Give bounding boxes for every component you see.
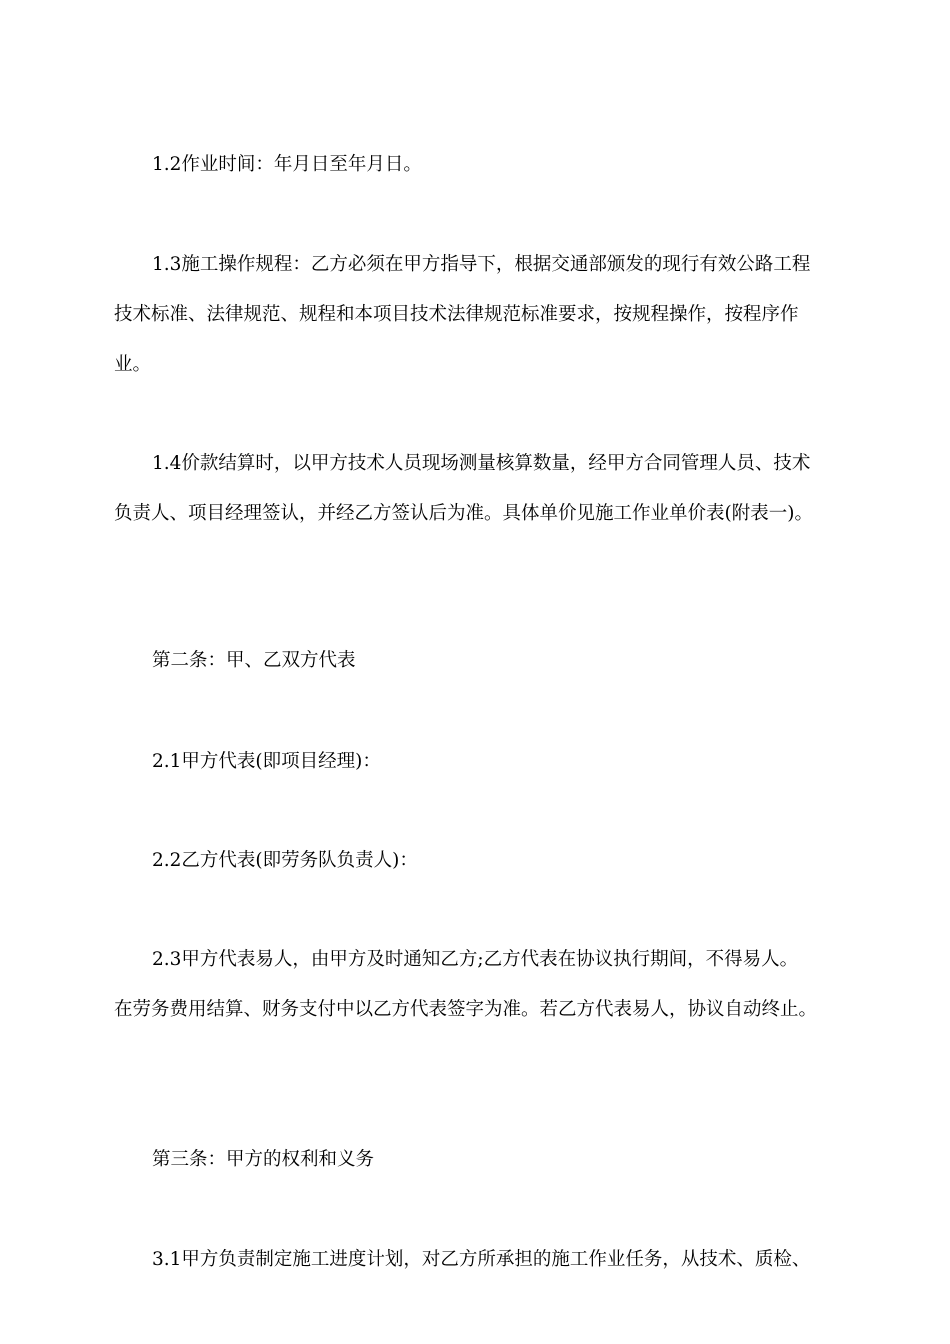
clause-3-1 bbox=[114, 1235, 844, 1285]
clause-2-3-line-2: 在劳务费用结算、财务支付中以乙方代表签字为准。若乙方代表易人，协议自动终止。 bbox=[114, 999, 818, 1020]
clause-1-2 bbox=[114, 140, 844, 190]
clause-1-4-line-2: 负责人、项目经理签认，并经乙方签认后为准。具体单价见施工作业单价表(附表一)。 bbox=[114, 503, 813, 524]
clause-2-2 bbox=[114, 836, 844, 886]
clause-1-3 bbox=[114, 240, 844, 390]
clause-2-2-line-1: 2.2乙方代表(即劳务队负责人)： bbox=[152, 850, 418, 871]
clause-2-3-line-1: 2.3甲方代表易人，由甲方及时通知乙方;乙方代表在协议执行期间，不得易人。 bbox=[152, 949, 799, 970]
clause-1-4-line-1: 1.4价款结算时，以甲方技术人员现场测量核算数量，经甲方合同管理人员、技术 bbox=[152, 453, 811, 474]
clause-1-3-line-3: 业。 bbox=[114, 354, 152, 375]
clause-2-1 bbox=[114, 737, 844, 787]
clause-3-1-line-1: 3.1甲方负责制定施工进度计划，对乙方所承担的施工作业任务，从技术、质检、 bbox=[152, 1249, 811, 1270]
clause-2-3 bbox=[114, 935, 844, 1035]
clause-1-3-line-2: 技术标准、法律规范、规程和本项目技术法律规范标准要求，按规程操作，按程序作 bbox=[114, 304, 799, 325]
clause-2-1-line-1: 2.1甲方代表(即项目经理)： bbox=[152, 751, 381, 772]
article-2-title: 第二条：甲、乙双方代表 bbox=[152, 650, 356, 671]
clause-1-3-line-1: 1.3施工操作规程：乙方必须在甲方指导下，根据交通部颁发的现行有效公路工程 bbox=[152, 254, 811, 275]
article-3-title: 第三条：甲方的权利和义务 bbox=[152, 1149, 375, 1170]
clause-1-2-line-1: 1.2作业时间：年月日至年月日。 bbox=[152, 154, 422, 175]
clause-1-4 bbox=[114, 439, 844, 539]
